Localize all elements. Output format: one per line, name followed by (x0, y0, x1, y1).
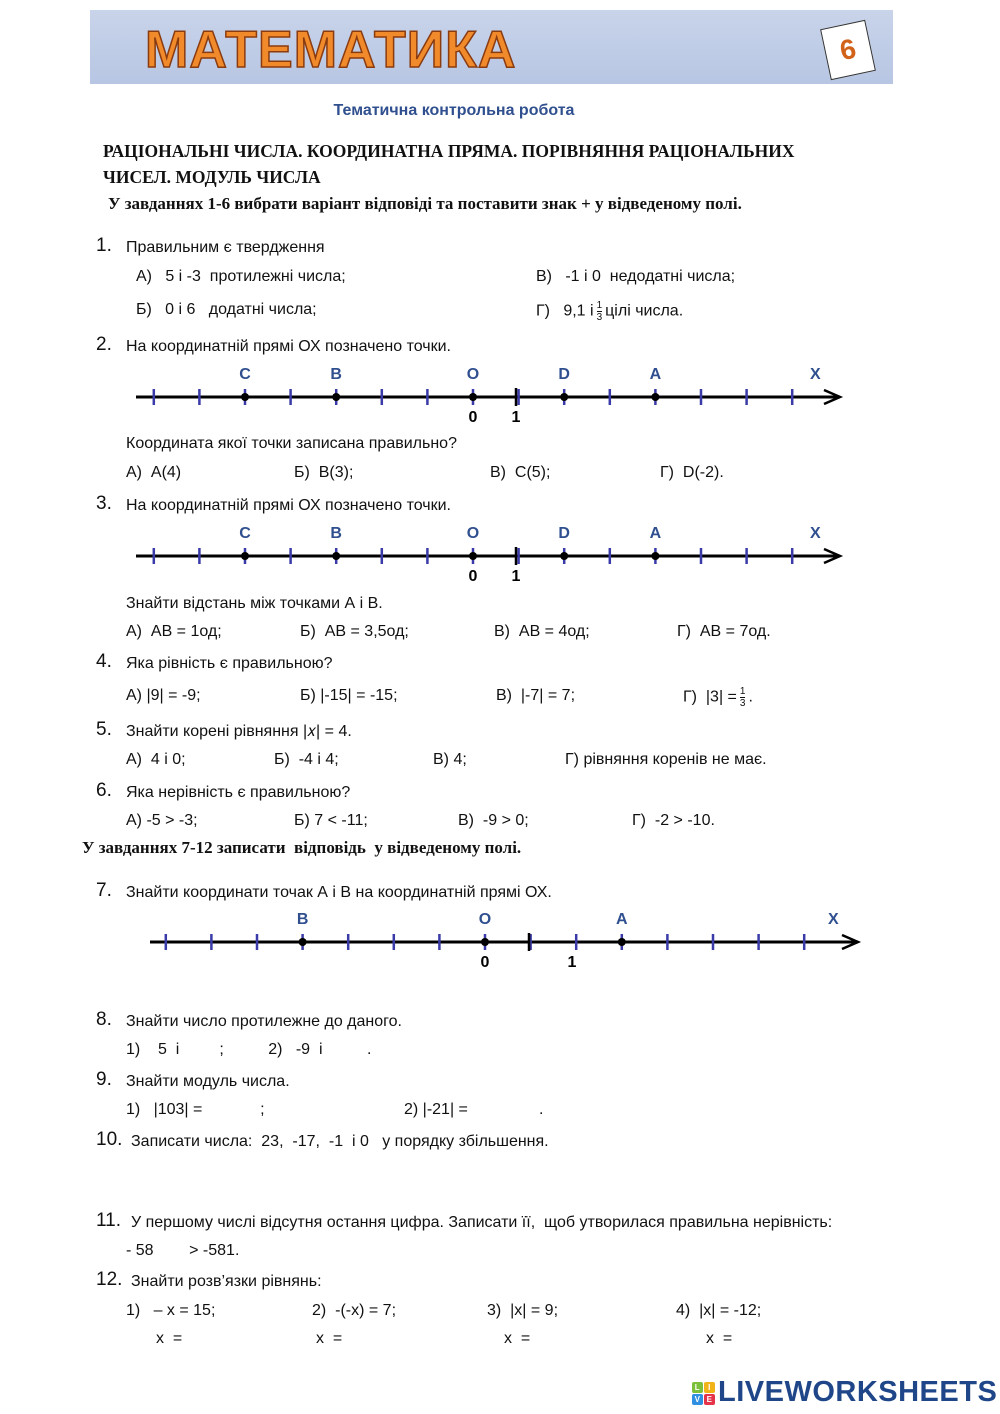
heading-line2: ЧИСЕЛ. МОДУЛЬ ЧИСЛА (103, 167, 321, 187)
q1-text: Правильним є твердження (126, 239, 325, 256)
q1-g-text2: цілі числа. (605, 302, 684, 320)
q1-g-text: Г) 9,1 і (536, 302, 594, 320)
q5-option-g[interactable]: Г) рівняння коренів не має. (565, 751, 767, 768)
instruction-1-6: У завданнях 1-6 вибрати варіант відповіді та поставити знак + у відведеному полі. (108, 194, 742, 213)
logo-letter: I (704, 1382, 715, 1393)
heading-line1: РАЦІОНАЛЬНІ ЧИСЛА. КООРДИНАТНА ПРЯМА. ПОРІВНЯННЯ РАЦІОНАЛЬНИХ (103, 141, 795, 161)
q10-text: Записати числа: 23, -17, -1 і 0 у порядку збільшення. (131, 1133, 549, 1150)
point-O (469, 552, 477, 560)
zero-label: 0 (480, 954, 490, 971)
point-label: A (649, 366, 662, 383)
point-D (560, 552, 568, 560)
number-line-q2 (0, 360, 1000, 430)
q5-option-a[interactable]: А) 4 і 0; (126, 751, 186, 768)
point-A (651, 393, 659, 401)
logo-letter: E (704, 1394, 715, 1405)
point-O (481, 938, 489, 946)
q12-number: 12. (96, 1269, 123, 1290)
point-label: O (478, 911, 492, 928)
q3-option-a[interactable]: А) АВ = 1од; (126, 623, 222, 640)
q12-answer-2[interactable]: х = (316, 1330, 343, 1347)
q8-text: Знайти число протилежне до даного. (126, 1013, 402, 1030)
point-B (299, 938, 307, 946)
subtitle: Тематична контрольна робота (333, 102, 575, 119)
fraction (740, 686, 746, 709)
q4-g-text2: . (748, 688, 753, 706)
denominator: 3 (739, 698, 746, 709)
q6-number: 6. (96, 780, 112, 801)
q5-option-v[interactable]: В) 4; (433, 751, 467, 768)
q1-option-a[interactable]: А) 5 і -3 протилежні числа; (136, 268, 346, 285)
point-label: C (239, 366, 251, 383)
q12-answer-3[interactable]: х = (504, 1330, 531, 1347)
q12-answer-4[interactable]: х = (706, 1330, 733, 1347)
q12-text: Знайти розв’язки рівнянь: (131, 1273, 322, 1290)
point-A (651, 552, 659, 560)
logo-letter: V (692, 1394, 703, 1405)
q6-option-v[interactable]: В) -9 > 0; (458, 812, 529, 829)
axis-label: X (828, 911, 839, 928)
point-label: O (466, 525, 480, 542)
instruction-7-12: У завданнях 7-12 записати відповідь у відведеному полі. (82, 838, 522, 857)
axis-label: X (810, 366, 821, 383)
q5-number: 5. (96, 719, 112, 740)
point-label: B (296, 911, 309, 928)
q4-option-b[interactable]: Б) |-15| = -15; (300, 687, 398, 704)
q3-number: 3. (96, 493, 112, 514)
q1-option-g[interactable] (536, 300, 683, 323)
point-B (332, 552, 340, 560)
point-label: C (239, 525, 251, 542)
grade-card: 6 (820, 20, 876, 80)
q4-option-g[interactable] (683, 686, 753, 709)
q6-option-b[interactable]: Б) 7 < -11; (294, 812, 368, 829)
point-label: D (558, 525, 570, 542)
point-C (241, 552, 249, 560)
q2-number: 2. (96, 334, 112, 355)
point-label: A (649, 525, 662, 542)
q6-text: Яка нерівність є правильною? (126, 784, 351, 801)
q7-number: 7. (96, 880, 112, 901)
one-label: 1 (567, 954, 577, 971)
q2-question: Координата якої точки записана правильно? (126, 435, 457, 452)
q2-text: На координатній прямі ОХ позначено точки. (126, 338, 451, 355)
point-C (241, 393, 249, 401)
q9-answer-1[interactable]: 1) |103| = ; (126, 1101, 265, 1118)
q7-text: Знайти координати точак А і В на координатній прямі ОХ. (126, 884, 552, 901)
q9-answer-2[interactable]: 2) |-21| = . (404, 1101, 544, 1118)
number-line-q3 (0, 519, 1000, 589)
q4-text: Яка рівність є правильною? (126, 655, 333, 672)
q1-number: 1. (96, 235, 112, 256)
point-D (560, 393, 568, 401)
q6-option-g[interactable]: Г) -2 > -10. (632, 812, 715, 829)
q4-option-a[interactable]: А) |9| = -9; (126, 687, 201, 704)
q4-number: 4. (96, 651, 112, 672)
q9-number: 9. (96, 1069, 112, 1090)
logo-text: LIVEWORKSHEETS (718, 1376, 998, 1408)
q3-option-b[interactable]: Б) АВ = 3,5од; (300, 623, 409, 640)
point-A (618, 938, 626, 946)
q2-option-g[interactable]: Г) D(-2). (660, 464, 724, 481)
logo-letter: L (692, 1382, 703, 1393)
q3-question: Знайти відстань між точками А і В. (126, 595, 383, 612)
point-label: B (330, 366, 342, 383)
numerator: 1 (739, 686, 746, 697)
banner-title: МАТЕМАТИКА (145, 21, 517, 79)
q11-text: У першому числі відсутня остання цифра. Записати її, щоб утворилася правильна нерівність: (131, 1214, 833, 1231)
fraction (597, 300, 603, 323)
q2-option-b[interactable]: Б) В(3); (294, 464, 354, 481)
q12-eq-4: 4) |х| = -12; (676, 1302, 762, 1319)
q11-number: 11. (96, 1210, 122, 1231)
liveworksheets-logo (692, 1376, 997, 1409)
q5-text: Знайти корені рівняння |𝑥| = 4. (126, 723, 352, 740)
q4-option-v[interactable]: В) |-7| = 7; (496, 687, 576, 704)
point-label: O (466, 366, 480, 383)
q12-answer-1[interactable]: х = (156, 1330, 183, 1347)
denominator: 3 (596, 312, 603, 323)
q2-option-a[interactable]: А) А(4) (126, 464, 182, 481)
math-banner (90, 10, 893, 84)
q1-option-v[interactable]: В) -1 і 0 недодатні числа; (536, 268, 736, 285)
point-label: A (616, 911, 628, 928)
numerator: 1 (596, 300, 603, 311)
zero-label: 0 (468, 409, 478, 426)
q11-expression[interactable]: - 58 > -581. (126, 1242, 240, 1259)
q2-option-v[interactable]: В) С(5); (490, 464, 551, 481)
q8-number: 8. (96, 1009, 112, 1030)
point-label: B (330, 525, 342, 542)
one-label: 1 (511, 409, 521, 426)
zero-label: 0 (468, 568, 478, 585)
point-B (332, 393, 340, 401)
q3-option-g[interactable]: Г) АВ = 7од. (677, 623, 771, 640)
point-O (469, 393, 477, 401)
q10-number: 10. (96, 1129, 123, 1150)
q5-option-b[interactable]: Б) -4 і 4; (274, 751, 339, 768)
point-label: D (558, 366, 570, 383)
q9-text: Знайти модуль числа. (126, 1073, 290, 1090)
q6-option-a[interactable]: А) -5 > -3; (126, 812, 198, 829)
q3-option-v[interactable]: В) АВ = 4од; (494, 623, 590, 640)
q12-eq-3: 3) |х| = 9; (487, 1302, 559, 1319)
logo-blocks-icon (692, 1382, 715, 1405)
q12-eq-2: 2) -(-х) = 7; (312, 1302, 397, 1319)
axis-label: X (810, 525, 821, 542)
q1-option-b[interactable]: Б) 0 і 6 додатні числа; (136, 301, 317, 318)
number-line-q7 (0, 905, 1000, 975)
q8-answers[interactable]: 1) 5 і ; 2) -9 і . (126, 1041, 372, 1058)
q4-g-text: Г) |3| = (683, 688, 737, 706)
q12-eq-1: 1) – х = 15; (126, 1302, 216, 1319)
q3-text: На координатній прямі ОХ позначено точки. (126, 497, 451, 514)
one-label: 1 (511, 568, 521, 585)
